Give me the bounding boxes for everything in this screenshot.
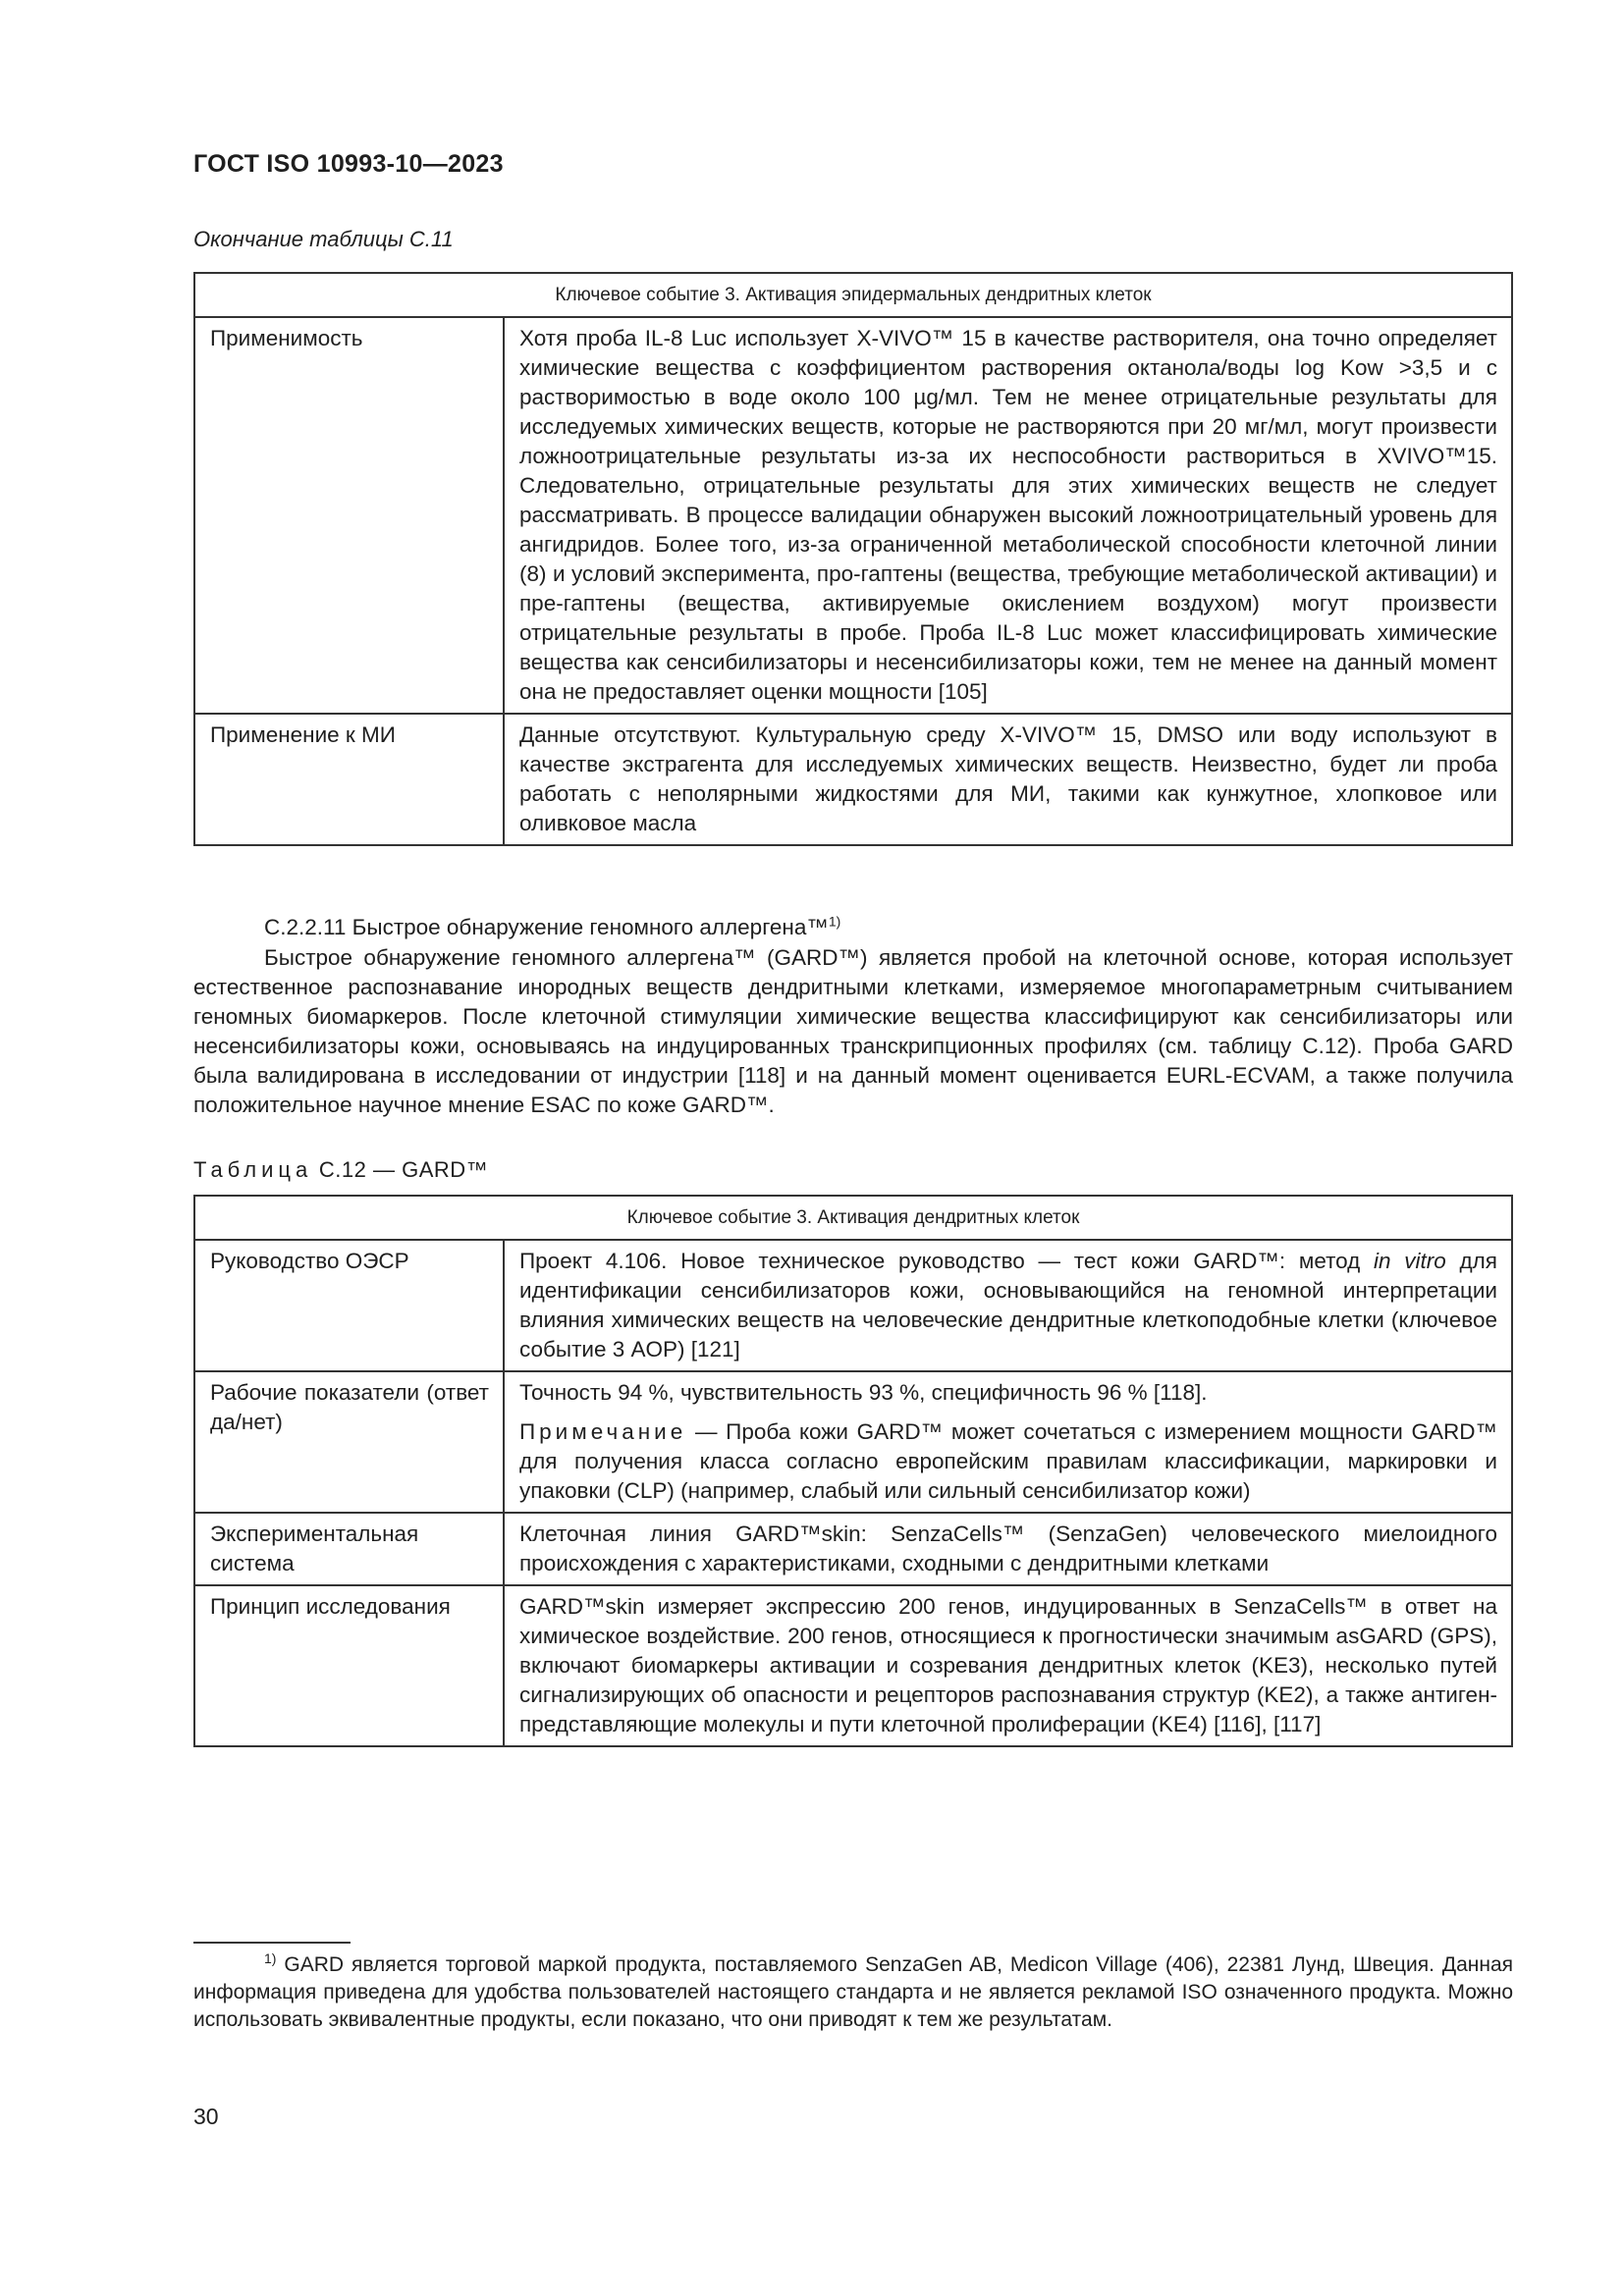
row-text [504, 1240, 1512, 1371]
row-label: Рабочие показатели (ответ да/нет) [194, 1371, 504, 1513]
section-paragraph [193, 943, 1513, 1120]
table-c12-caption [193, 1157, 488, 1183]
table-c11 [193, 272, 1513, 846]
row-note [519, 1417, 1497, 1506]
table-row [194, 1513, 1512, 1585]
table-header-row [194, 273, 1512, 317]
row-text-main: Точность 94 %, чувствительность 93 %, специфичность 96 % [118]. [519, 1380, 1208, 1405]
table-header-cell: Ключевое событие 3. Активация дендритных клеток [194, 1196, 1512, 1240]
footnote [193, 1951, 1513, 2034]
row-text-italic: in vitro [1374, 1249, 1446, 1273]
caption-rest: С.12 — GARD™ [318, 1157, 489, 1182]
footnote-text: GARD является торговой маркой продукта, поставляемого SenzaGen AB, Medicon Village (406), 22381 Лунд, Швеция. Данная информация приведена для удобства пользователей настоящего стандарта и не является рекламой ISO означенного продукта. Можно использовать эквивалентные продукты, если показано, что они приводят к тем же результатам. [193, 1953, 1513, 2031]
table-row [194, 1371, 1512, 1513]
caption-word: Таблица [193, 1157, 313, 1182]
table-row [194, 1240, 1512, 1371]
note-label: Примечание [519, 1419, 687, 1444]
row-label: Принцип исследования [194, 1585, 504, 1746]
table-c12 [193, 1195, 1513, 1747]
section-body: Быстрое обнаружение геномного аллергена™ (GARD™) является пробой на клеточной основе, которая использует естественное распознавание инородных веществ дендритными клетками, измеряемое многопараметрным считыванием геномных биомаркеров. После клеточной стимуляции химические вещества классифицируют как сенсибилизаторы или несенсибилизаторы кожи, основываясь на индуцированных транскрипционных профилях (см. таблицу С.12). Проба GARD была валидирована в исследовании от индустрии [118] и на данный момент оценивается EURL-ECVAM, а также получила положительное научное мнение ESAC по коже GARD™. [193, 945, 1513, 1117]
row-label: Применение к МИ [194, 714, 504, 845]
section-title: С.2.2.11 Быстрое обнаружение геномного аллергена™ [264, 915, 829, 939]
row-text [504, 1371, 1512, 1513]
table-row [194, 714, 1512, 845]
row-text-part: для идентификации сенсибилизаторов кожи, основывающийся на геномной интерпретации влияния химических веществ на человеческие дендритные клеткоподобные клетки (ключевое событие 3 AOP) [121] [519, 1249, 1497, 1362]
row-text: Клеточная линия GARD™skin: SenzaCells™ (SenzaGen) человеческого миелоидного происхождения с характеристиками, сходными с дендритными клетками [504, 1513, 1512, 1585]
footnote-divider [193, 1942, 351, 1944]
row-text-part: Проект 4.106. Новое техническое руководство — тест кожи GARD™: метод [519, 1249, 1375, 1273]
row-text: GARD™skin измеряет экспрессию 200 генов, индуцированных в SenzaCells™ в ответ на химическое воздействие. 200 генов, относящиеся к прогностически значимым asGARD (GPS), включают биомаркеры активации и созревания дендритных клеток (KE3), несколько путей сигнализирующих об опасности и рецепторов распознавания структур (KE2), а также антиген-представляющие молекулы и пути клеточной пролиферации (KE4) [116], [117] [504, 1585, 1512, 1746]
row-text: Данные отсутствуют. Культуральную среду X-VIVO™ 15, DMSO или воду используют в качестве экстрагента для исследуемых химических веществ. Неизвестно, будет ли проба работать с неполярными жидкостями для МИ, такими как кунжутное, хлопковое или оливковое масла [504, 714, 1512, 845]
table-header-row [194, 1196, 1512, 1240]
table-header-cell: Ключевое событие 3. Активация эпидермальных дендритных клеток [194, 273, 1512, 317]
page-number: 30 [193, 2104, 219, 2129]
row-label: Применимость [194, 317, 504, 714]
table-row [194, 317, 1512, 714]
table-c11-continuation-caption: Окончание таблицы С.11 [193, 227, 454, 251]
note-text: — Проба кожи GARD™ может сочетаться с измерением мощности GARD™ для получения класса согласно европейским правилам классификации, маркировки и упаковки (CLP) (например, слабый или сильный сенсибилизатор кожи) [519, 1419, 1497, 1503]
footnote-marker: 1) [264, 1950, 277, 1966]
section-heading [193, 913, 1513, 942]
row-label: Руководство ОЭСР [194, 1240, 504, 1371]
row-label: Экспериментальная система [194, 1513, 504, 1585]
document-header: ГОСТ ISO 10993-10—2023 [193, 150, 504, 178]
table-row [194, 1585, 1512, 1746]
row-text: Хотя проба IL-8 Luc использует X-VIVO™ 15 в качестве растворителя, она точно определяет химические вещества с коэффициентом растворения октанола/воды log Kow >3,5 и с растворимостью в воде около 100 µg/мл. Тем не менее отрицательные результаты для исследуемых химических веществ, которые не растворяются при 20 мг/мл, могут произвести ложноотрицательные результаты из-за их неспособности раствориться в XVIVO™15. Следовательно, отрицательные результаты для этих химических веществ не следует рассматривать. В процессе валидации обнаружен высокий ложноотрицательный уровень для ангидридов. Более того, из-за ограниченной метаболической способности клеточной линии (8) и условий эксперимента, про-гаптены (вещества, требующие метаболической активации) и пре-гаптены (вещества, активируемые окислением воздухом) могут произвести отрицательные результаты в пробе. Проба IL-8 Luc может классифицировать химические вещества как сенсибилизаторы и несенсибилизаторы кожи, тем не менее на данный момент она не предоставляет оценки мощности [105] [504, 317, 1512, 714]
footnote-ref: 1) [828, 913, 841, 930]
